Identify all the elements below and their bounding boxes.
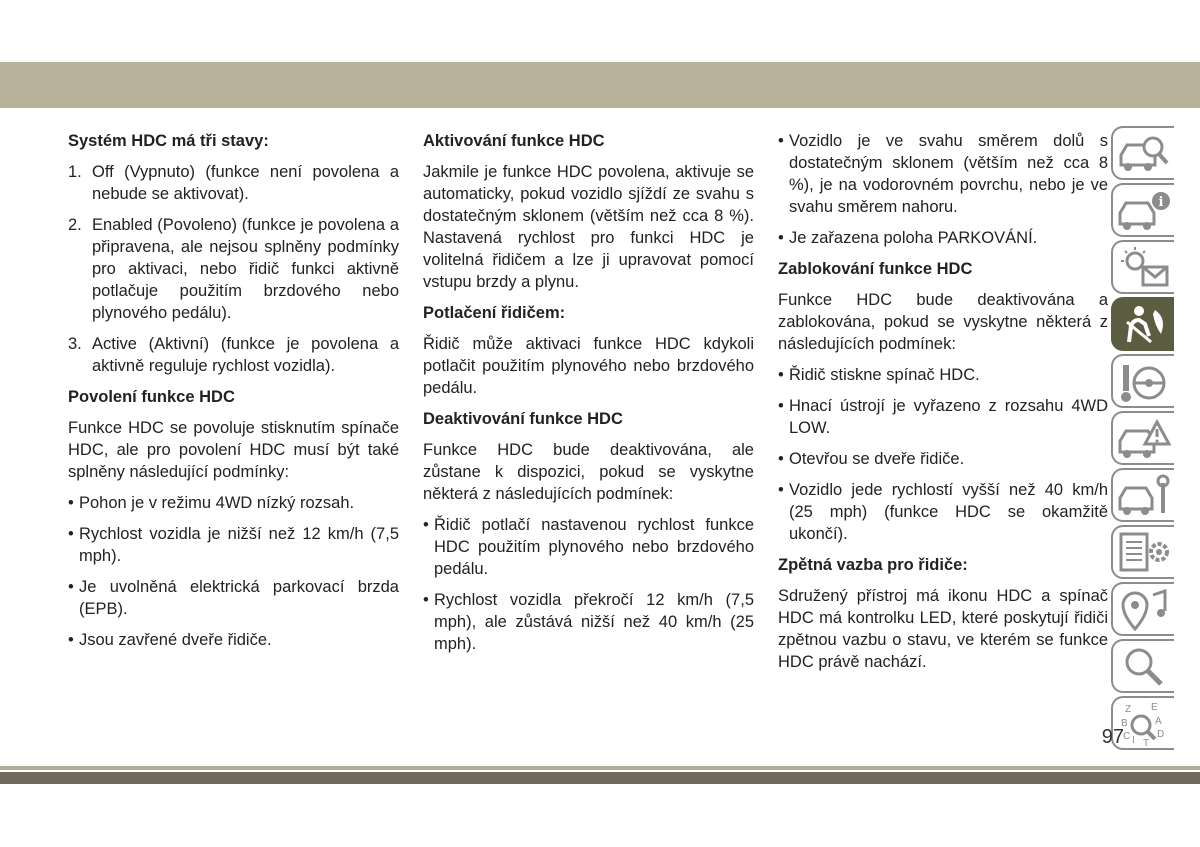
bullet-item: • Řidič stiskne spínač HDC. xyxy=(778,364,1108,386)
bullet-item: • Vozidlo je ve svahu směrem dolů s dostatečným sklonem (větším než cca 8 %), je na vodorovném povrchu, nebo je ve svahu směrem nahoru. xyxy=(778,130,1108,218)
airbag-safety-icon xyxy=(1115,300,1173,350)
numbered-item: 2. Enabled (Povoleno) (funkce je povolena a připravena, ale nejsou splněny podmínky pro aktivaci, nebo řidič funkci aktivně potlačuje použitím brzdového nebo plynového pedálu). xyxy=(68,216,399,322)
bullet-item: • Vozidlo jede rychlostí vyšší než 40 km/h (25 mph) (funkce HDC se okamžitě ukončí). xyxy=(778,479,1108,545)
tab-car-info[interactable] xyxy=(1111,183,1174,237)
bullet-item: • Je zařazena poloha PARKOVÁNÍ. xyxy=(778,227,1108,249)
svg-text:i: i xyxy=(1158,195,1164,210)
index-letter: Z xyxy=(1125,704,1132,715)
car-warning-icon xyxy=(1115,414,1173,464)
header-band xyxy=(0,62,1200,108)
index-letter: B xyxy=(1121,718,1128,729)
paragraph: Jakmile je funkce HDC povolena, aktivuje se automaticky, pokud vozidlo sjíždí ze svahu s dostatečným sklonem (větším než cca 8 %). Nastavená rychlost pro funkci HDC je volitelná řidičem a lze ji upravovat pomocí vstupu brzdy a plynu. xyxy=(423,163,754,291)
car-search-icon xyxy=(1115,129,1173,179)
light-message-icon xyxy=(1115,243,1173,293)
bullet-item: • Rychlost vozidla je nižší než 12 km/h (7,5 mph). xyxy=(68,523,399,567)
page-number: 97 xyxy=(1101,726,1124,748)
paragraph: Řidič může aktivaci funkce HDC kdykoli potlačit použitím plynového nebo brzdového pedálu. xyxy=(423,335,754,397)
tab-car-warning[interactable] xyxy=(1111,411,1174,465)
tab-car-search[interactable] xyxy=(1111,126,1174,180)
multimedia-location-icon xyxy=(1115,585,1173,635)
paragraph: Funkce HDC bude deaktivována, ale zůstane k dispozici, pokud se vyskytne některá z následujících podmínek: xyxy=(423,441,754,503)
heading-driver-feedback: Zpětná vazba pro řidiče: xyxy=(778,556,968,574)
numbered-item: 3. Active (Aktivní) (funkce je povolena a aktivně reguluje rychlost vozidla). xyxy=(68,335,399,375)
tab-airbag-safety[interactable] xyxy=(1111,297,1174,351)
index-letter: I xyxy=(1132,735,1135,746)
bullet-item: • Pohon je v režimu 4WD nízký rozsah. xyxy=(68,492,399,514)
paragraph: Funkce HDC bude deaktivována a zablokována, pokud se vyskytne některá z následujících podmínek: xyxy=(778,291,1108,353)
bullet-item: • Je uvolněná elektrická parkovací brzda (EPB). xyxy=(68,576,399,620)
footer-rule-thick xyxy=(0,772,1200,784)
bullet-item: • Otevřou se dveře řidiče. xyxy=(778,448,1108,470)
bullet-item: • Hnací ústrojí je vyřazeno z rozsahu 4WD LOW. xyxy=(778,395,1108,439)
numbered-item: 1. Off (Vypnuto) (funkce není povolena a nebude se aktivovat). xyxy=(68,163,399,203)
specifications-gear-icon xyxy=(1115,528,1173,578)
index-letter: D xyxy=(1157,729,1165,740)
search-index-icon xyxy=(1115,642,1173,692)
tab-specifications[interactable] xyxy=(1111,525,1174,579)
tab-search-index[interactable] xyxy=(1111,639,1174,693)
heading-hdc-states: Systém HDC má tři stavy: xyxy=(68,132,269,150)
bullet-item: • Řidič potlačí nastavenou rychlost funkce HDC použitím plynového nebo brzdového pedálu. xyxy=(423,514,754,580)
column-1 xyxy=(68,130,399,660)
tab-steering-wheel[interactable] xyxy=(1111,354,1174,408)
tab-multimedia[interactable] xyxy=(1111,582,1174,636)
bullet-item: • Jsou zavřené dveře řidiče. xyxy=(68,629,399,651)
heading-hdc-deactivation: Deaktivování funkce HDC xyxy=(423,410,623,428)
tab-light-message[interactable] xyxy=(1111,240,1174,294)
steering-wheel-icon xyxy=(1115,357,1173,407)
index-letter: C xyxy=(1123,731,1131,742)
footer-rule-thin xyxy=(0,766,1200,770)
index-letter: T xyxy=(1143,738,1150,749)
heading-driver-override: Potlačení řidičem: xyxy=(423,304,566,322)
heading-hdc-blocking: Zablokování funkce HDC xyxy=(778,260,973,278)
car-info-icon xyxy=(1115,186,1173,236)
heading-hdc-enable: Povolení funkce HDC xyxy=(68,388,235,406)
paragraph: Sdružený přístroj má ikonu HDC a spínač HDC má kontrolku LED, které poskytují řidiči zpětnou vazbu o stavu, ve kterém se funkce HDC právě nachází. xyxy=(778,587,1108,671)
column-3 xyxy=(778,130,1108,682)
index-letter: A xyxy=(1155,716,1162,727)
index-letter: E xyxy=(1151,702,1158,713)
tab-car-service[interactable] xyxy=(1111,468,1174,522)
car-service-icon xyxy=(1115,471,1173,521)
heading-hdc-activation: Aktivování funkce HDC xyxy=(423,132,605,150)
paragraph: Funkce HDC se povoluje stisknutím spínače HDC, ale pro povolení HDC musí být také splněny následující podmínky: xyxy=(68,419,399,481)
bullet-item: • Rychlost vozidla překročí 12 km/h (7,5 mph), ale zůstává nižší než 40 km/h (25 mph). xyxy=(423,589,754,655)
column-2 xyxy=(423,130,754,664)
